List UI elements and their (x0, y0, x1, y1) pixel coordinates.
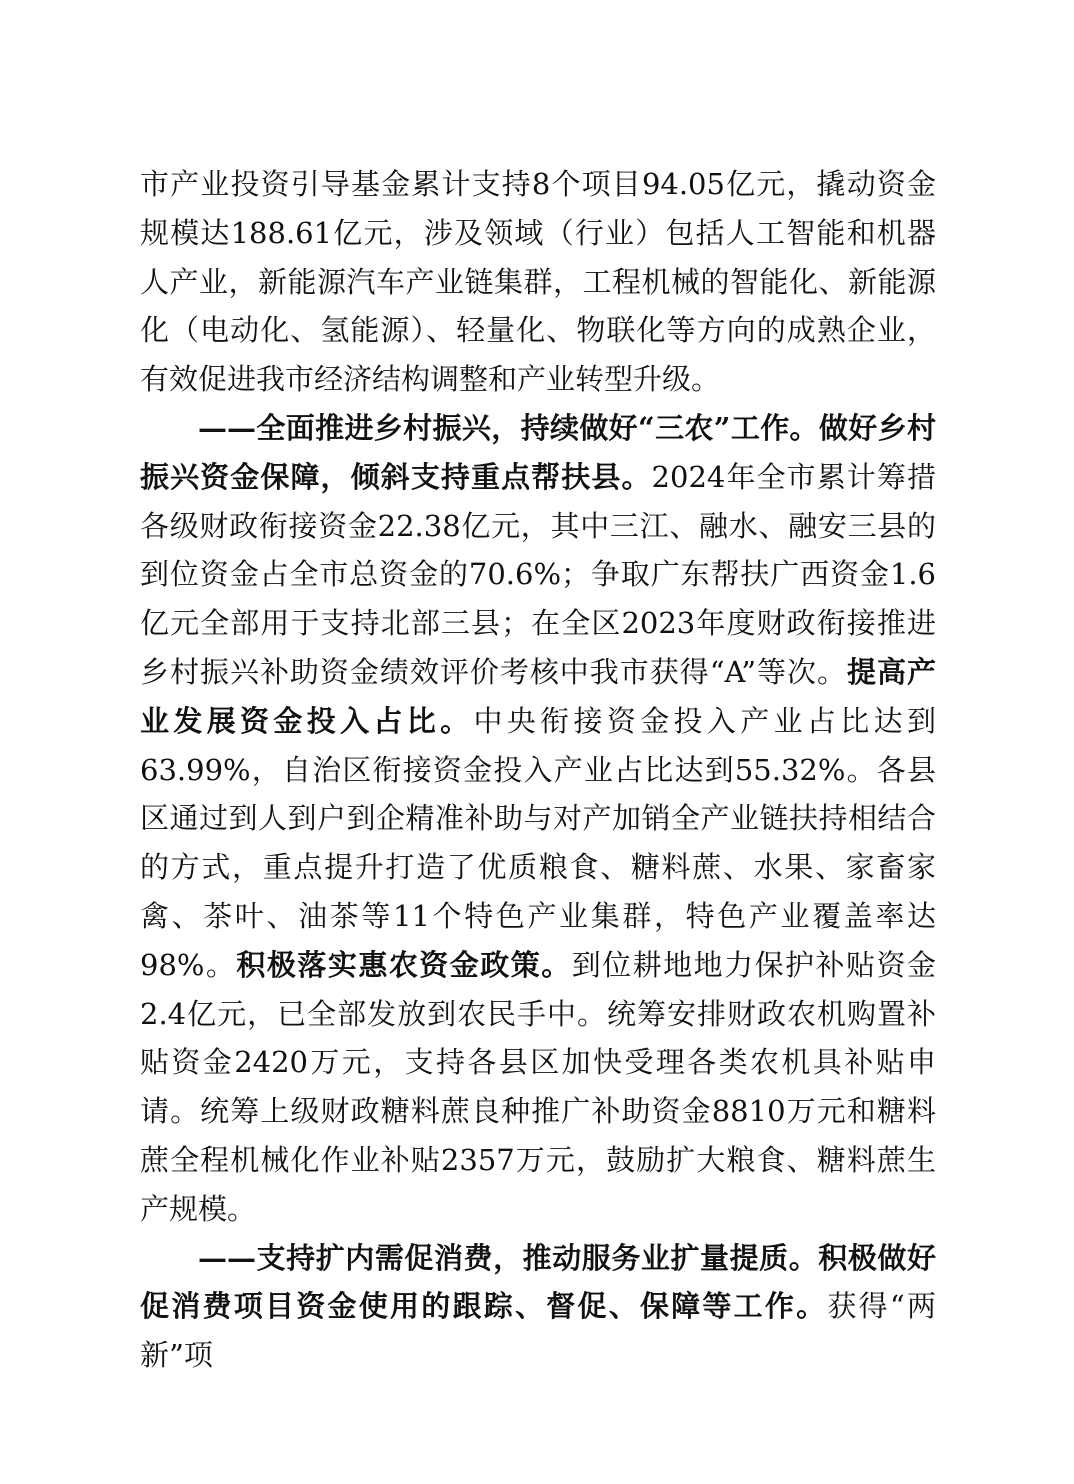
paragraph-rural-revitalization (140, 404, 936, 1234)
subheading-farm-subsidy: 积极落实惠农资金政策。 (236, 947, 572, 982)
section-heading-consumption: ——支持扩内需促消费，推动服务业扩量提质。积极做好促消费项目资金使用的跟踪、督促、保障等工作。 (140, 1240, 936, 1324)
paragraph-text: 获得“两新”项 (140, 1289, 936, 1373)
paragraph-text: 市产业投资引导基金累计支持8个项目94.05亿元，撬动资金规模达188.61亿元，涉及领域（行业）包括人工智能和机器人产业，新能源汽车产业链集群，工程机械的智能化、新能源化（电动化、氢能源）、轻量化、物联化等方向的成熟企业，有效促进我市经济结构调整和产业转型升级。 (140, 167, 936, 397)
document-page (140, 160, 936, 1380)
paragraph-industry-fund (140, 160, 936, 404)
section-heading-rural-revitalization: ——全面推进乡村振兴，持续做好“三农”工作。做好乡村振兴资金保障，倾斜支持重点帮扶县。 (140, 410, 936, 494)
paragraph-consumption (140, 1234, 936, 1380)
subheading-industry-investment: 提高产业发展资金投入占比。 (140, 654, 936, 738)
paragraph-text: 中央衔接资金投入产业占比达到63.99%，自治区衔接资金投入产业占比达到55.32%。各县区通过到人到户到企精准补助与对产加销全产业链扶持相结合的方式，重点提升打造了优质粮食、糖料蔗、水果、家畜家禽、茶叶、油茶等11个特色产业集群，特色产业覆盖率达98%。 (140, 703, 936, 982)
paragraph-text: 2024年全市累计筹措各级财政衔接资金22.38亿元，其中三江、融水、融安三县的到位资金占全市总资金的70.6%；争取广东帮扶广西资金1.6亿元全部用于支持北部三县；在全区2023年度财政衔接推进乡村振兴补助资金绩效评价考核中我市获得“A”等次。 (140, 459, 936, 689)
paragraph-text: 到位耕地地力保护补贴资金2.4亿元，已全部发放到农民手中。统筹安排财政农机购置补贴资金2420万元，支持各县区加快受理各类农机具补贴申请。统筹上级财政糖料蔗良种推广补助资金8810万元和糖料蔗全程机械化作业补贴2357万元，鼓励扩大粮食、糖料蔗生产规模。 (140, 947, 936, 1226)
